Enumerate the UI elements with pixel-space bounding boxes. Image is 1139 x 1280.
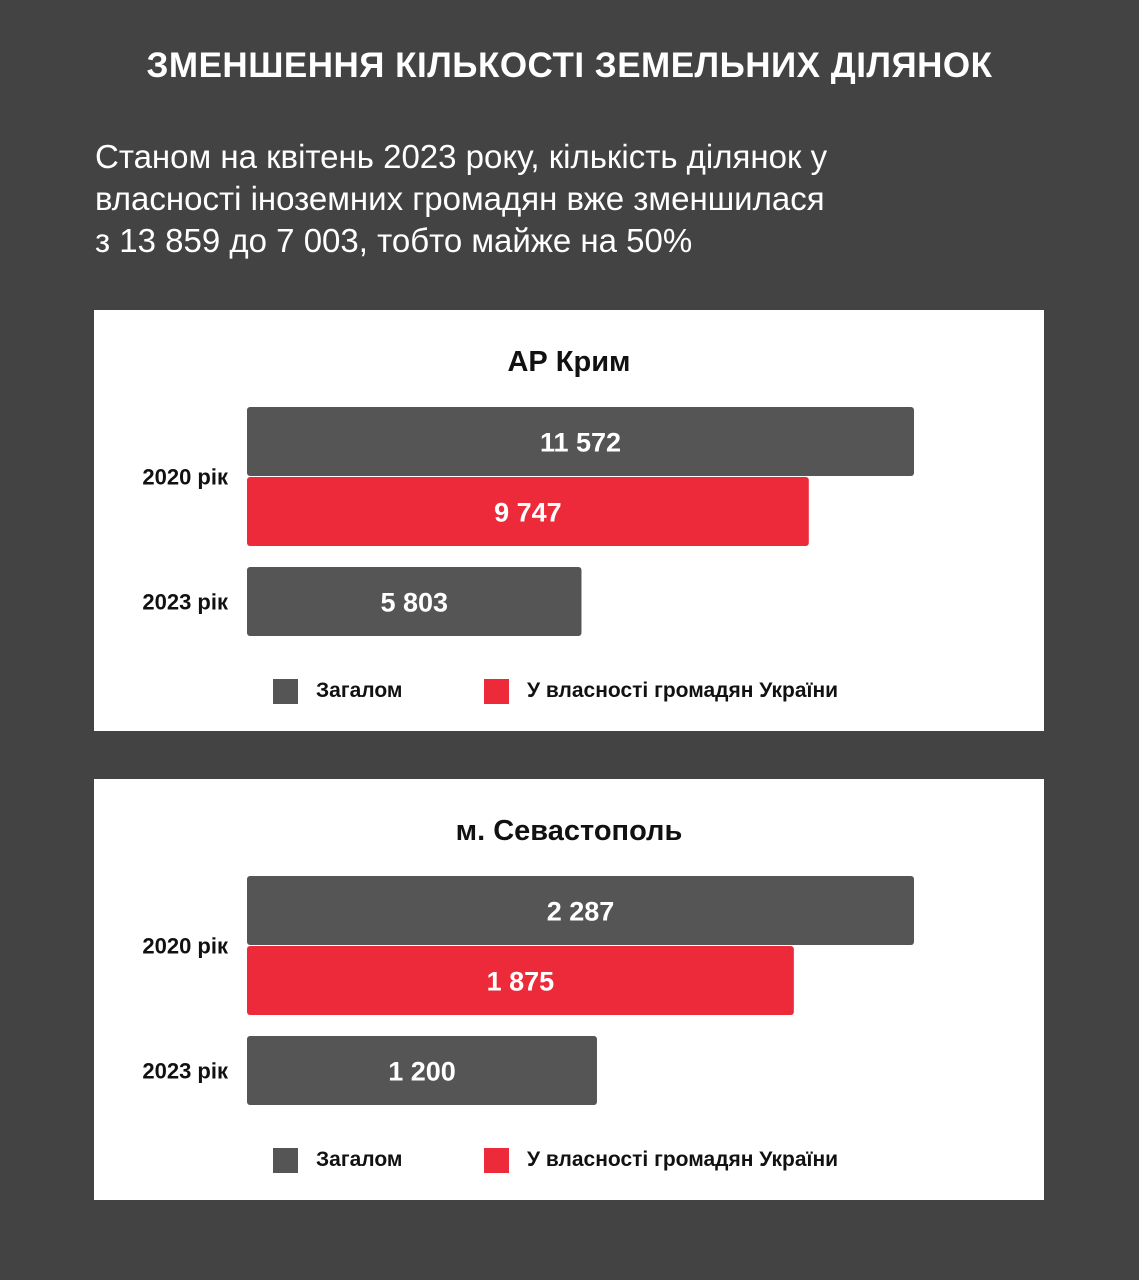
legend-swatch-total	[273, 679, 298, 704]
legend-item-total	[273, 1147, 402, 1173]
legend-label: Загалом	[316, 679, 403, 702]
data-label: 1 875	[486, 966, 555, 997]
chart-title: АР Крим	[507, 346, 631, 378]
data-label: 9 747	[494, 497, 562, 528]
chart-legend	[94, 1147, 1044, 1173]
data-label: 11 572	[539, 427, 622, 458]
legend-label: У власності громадян України	[527, 679, 839, 702]
chart-card-crimea	[94, 310, 1044, 731]
category-label: 2023 рік	[142, 1058, 228, 1084]
legend-item-total	[273, 678, 402, 704]
chart-card-sevastopol	[94, 779, 1044, 1200]
chart-title: м. Севастополь	[455, 815, 683, 847]
legend-swatch-citizens	[484, 679, 509, 704]
data-label: 2 287	[546, 896, 615, 927]
chart-legend	[94, 678, 1044, 704]
legend-label: Загалом	[316, 1148, 403, 1171]
page-subtitle	[95, 136, 1055, 262]
subtitle-line: з 13 859 до 7 003, тобто майже на 50%	[95, 222, 693, 259]
subtitle-line: Станом на квітень 2023 року, кількість ділянок у	[95, 138, 828, 175]
category-label: 2023 рік	[142, 589, 228, 615]
legend-item-citizens	[484, 1147, 838, 1173]
data-label: 1 200	[388, 1056, 456, 1087]
category-label: 2020 рік	[142, 933, 228, 959]
data-label: 5 803	[380, 587, 449, 618]
legend-label: У власності громадян України	[527, 1148, 839, 1171]
legend-item-citizens	[484, 678, 838, 704]
legend-swatch-citizens	[484, 1148, 509, 1173]
subtitle-line: власності іноземних громадян вже зменшилася	[95, 180, 825, 217]
legend-swatch-total	[273, 1148, 298, 1173]
category-label: 2020 рік	[142, 464, 228, 490]
page-title: ЗМЕНШЕННЯ КІЛЬКОСТІ ЗЕМЕЛЬНИХ ДІЛЯНОК	[146, 46, 993, 85]
